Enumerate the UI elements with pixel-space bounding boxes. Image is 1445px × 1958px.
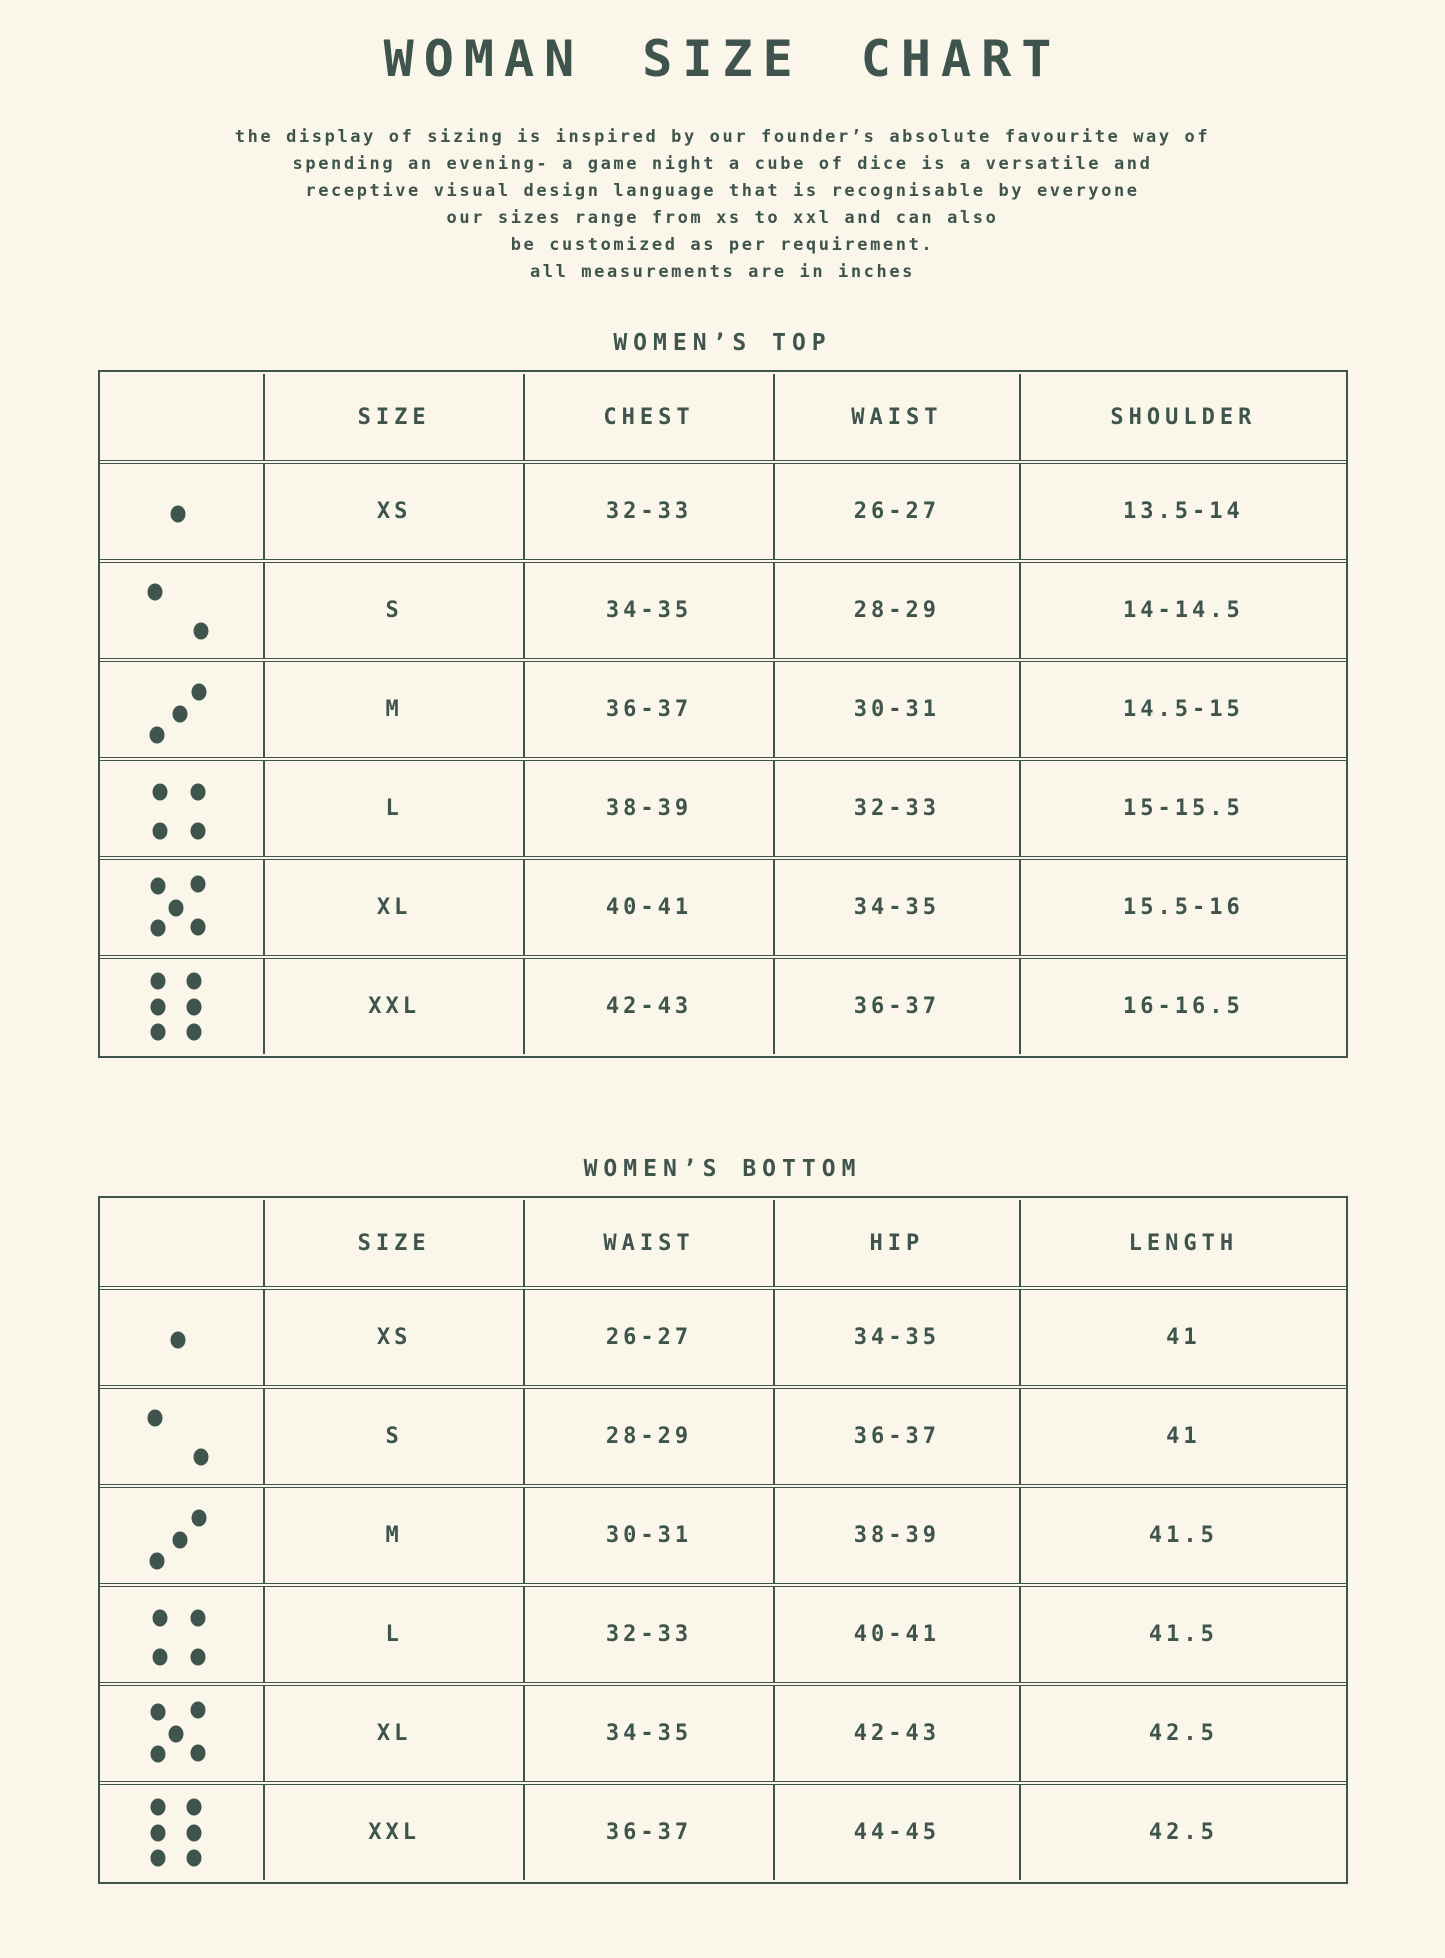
dice-pip [187,1850,202,1867]
table-row [100,1487,1346,1584]
dice-3-icon [100,662,263,757]
measurement-value: 28-29 [774,562,1021,659]
column-header: SIZE [264,1200,524,1287]
measurement-value: 34-35 [774,859,1021,956]
intro-line: our sizes range from xs to xxl and can also [446,208,999,228]
dice-pip [192,684,207,701]
dice-5-icon [100,860,263,955]
measurement-value: 32-33 [524,1586,773,1683]
measurement-value: 34-35 [524,1685,773,1782]
dice-pip [190,1649,205,1666]
column-header: WAIST [774,374,1021,461]
dice-cell [100,859,264,956]
dice-cell [100,1388,264,1485]
dice-4-icon [100,1587,263,1682]
measurement-value: 34-35 [774,1289,1021,1386]
size-label: XL [264,1685,524,1782]
measurement-value: 38-39 [774,1487,1021,1584]
section-womens-top [0,330,1445,1058]
dice-1-icon [100,464,263,559]
dice-pip [193,1449,208,1466]
column-header: CHEST [524,374,773,461]
dice-column-header [100,374,264,461]
measurement-value: 41 [1020,1388,1345,1485]
dice-pip [151,1746,166,1763]
dice-cell [100,760,264,857]
size-label: XL [264,859,524,956]
table-row [100,463,1346,560]
dice-pip [190,823,205,840]
size-label: L [264,1586,524,1683]
measurement-value: 32-33 [524,463,773,560]
dice-pip [151,1824,166,1841]
dice-pip [151,877,166,894]
dice-4-icon [100,761,263,856]
dice-cell [100,661,264,758]
page-title: WOMAN SIZE CHART [383,30,1062,88]
dice-pip [151,920,166,937]
measurement-value: 30-31 [524,1487,773,1584]
section-heading-womens-top: WOMEN’S TOP [613,330,832,356]
dice-pip [151,1703,166,1720]
dice-pip [170,1332,185,1349]
table-row [100,1784,1346,1880]
size-label: XS [264,463,524,560]
measurement-value: 36-37 [774,1388,1021,1485]
dice-pip [152,823,167,840]
measurement-value: 34-35 [524,562,773,659]
measurement-value: 30-31 [774,661,1021,758]
dice-5-icon [100,1686,263,1781]
size-label: M [264,1487,524,1584]
dice-cell [100,1784,264,1880]
dice-pip [148,583,163,600]
size-label: S [264,1388,524,1485]
section-womens-bottom [0,1156,1445,1884]
column-header: SIZE [264,374,524,461]
size-table-womens-bottom [98,1196,1348,1884]
measurement-value: 38-39 [524,760,773,857]
size-label: XS [264,1289,524,1386]
measurement-value: 42.5 [1020,1784,1345,1880]
dice-pip [187,1798,202,1815]
measurement-value: 41.5 [1020,1586,1345,1683]
dice-column-header [100,1200,264,1287]
measurement-value: 41 [1020,1289,1345,1386]
dice-pip [187,998,202,1015]
dice-cell [100,1685,264,1782]
dice-pip [151,1798,166,1815]
dice-cell [100,562,264,659]
size-table-womens-top [98,370,1348,1058]
dice-pip [152,1649,167,1666]
measurement-value: 36-37 [774,958,1021,1054]
dice-2-icon [100,1389,263,1484]
section-heading-womens-bottom: WOMEN’S BOTTOM [583,1156,862,1182]
dice-pip [169,1725,184,1742]
tables-container [0,330,1445,1884]
dice-pip [149,727,164,744]
measurement-value: 44-45 [774,1784,1021,1880]
size-label: XXL [264,958,524,1054]
dice-pip [190,1610,205,1627]
dice-pip [149,1553,164,1570]
measurement-value: 13.5-14 [1020,463,1345,560]
table-row [100,661,1346,758]
dice-pip [187,972,202,989]
size-label: S [264,562,524,659]
measurement-value: 28-29 [524,1388,773,1485]
intro-line: receptive visual design language that is recognisable by everyone [305,181,1140,201]
dice-pip [169,899,184,916]
dice-pip [152,784,167,801]
column-header: SHOULDER [1020,374,1345,461]
dice-cell [100,1487,264,1584]
dice-pip [151,1850,166,1867]
dice-pip [151,972,166,989]
table-row [100,562,1346,659]
dice-3-icon [100,1488,263,1583]
table-row [100,859,1346,956]
dice-cell [100,1586,264,1683]
table-row [100,1289,1346,1386]
table-row [100,1388,1346,1485]
dice-pip [190,784,205,801]
dice-pip [151,1024,166,1041]
dice-pip [170,506,185,523]
size-label: L [264,760,524,857]
measurement-value: 26-27 [524,1289,773,1386]
measurement-value: 42.5 [1020,1685,1345,1782]
table-row [100,958,1346,1054]
dice-cell [100,1289,264,1386]
intro-line: the display of sizing is inspired by our founder’s absolute favourite way of [234,127,1211,147]
dice-pip [193,623,208,640]
column-header: LENGTH [1020,1200,1345,1287]
measurement-value: 32-33 [774,760,1021,857]
dice-pip [172,1532,187,1549]
table-row [100,760,1346,857]
intro-line: spending an evening- a game night a cube of dice is a versatile and [292,154,1153,174]
measurement-value: 42-43 [774,1685,1021,1782]
size-label: XXL [264,1784,524,1880]
measurement-value: 41.5 [1020,1487,1345,1584]
measurement-value: 14.5-15 [1020,661,1345,758]
dice-pip [151,998,166,1015]
dice-pip [192,1510,207,1527]
dice-pip [187,1024,202,1041]
dice-pip [190,1744,205,1761]
column-header: WAIST [524,1200,773,1287]
intro-line: be customized as per requirement. [510,235,935,255]
header-row [100,1200,1346,1287]
dice-pip [190,1701,205,1718]
dice-pip [190,875,205,892]
dice-pip [190,918,205,935]
header-row [100,374,1346,461]
measurement-value: 36-37 [524,1784,773,1880]
dice-cell [100,958,264,1054]
table-row [100,1586,1346,1683]
dice-2-icon [100,563,263,658]
measurement-value: 16-16.5 [1020,958,1345,1054]
dice-pip [148,1409,163,1426]
size-label: M [264,661,524,758]
measurement-value: 36-37 [524,661,773,758]
dice-pip [172,706,187,723]
measurement-value: 26-27 [774,463,1021,560]
measurement-value: 40-41 [524,859,773,956]
dice-1-icon [100,1290,263,1385]
measurement-value: 42-43 [524,958,773,1054]
column-header: HIP [774,1200,1021,1287]
dice-cell [100,463,264,560]
measurement-value: 15.5-16 [1020,859,1345,956]
intro-line: all measurements are in inches [529,262,916,282]
dice-pip [152,1610,167,1627]
intro-text [0,124,1445,286]
dice-6-icon [100,959,263,1054]
dice-6-icon [100,1785,263,1880]
measurement-value: 40-41 [774,1586,1021,1683]
measurement-value: 14-14.5 [1020,562,1345,659]
table-row [100,1685,1346,1782]
dice-pip [187,1824,202,1841]
measurement-value: 15-15.5 [1020,760,1345,857]
